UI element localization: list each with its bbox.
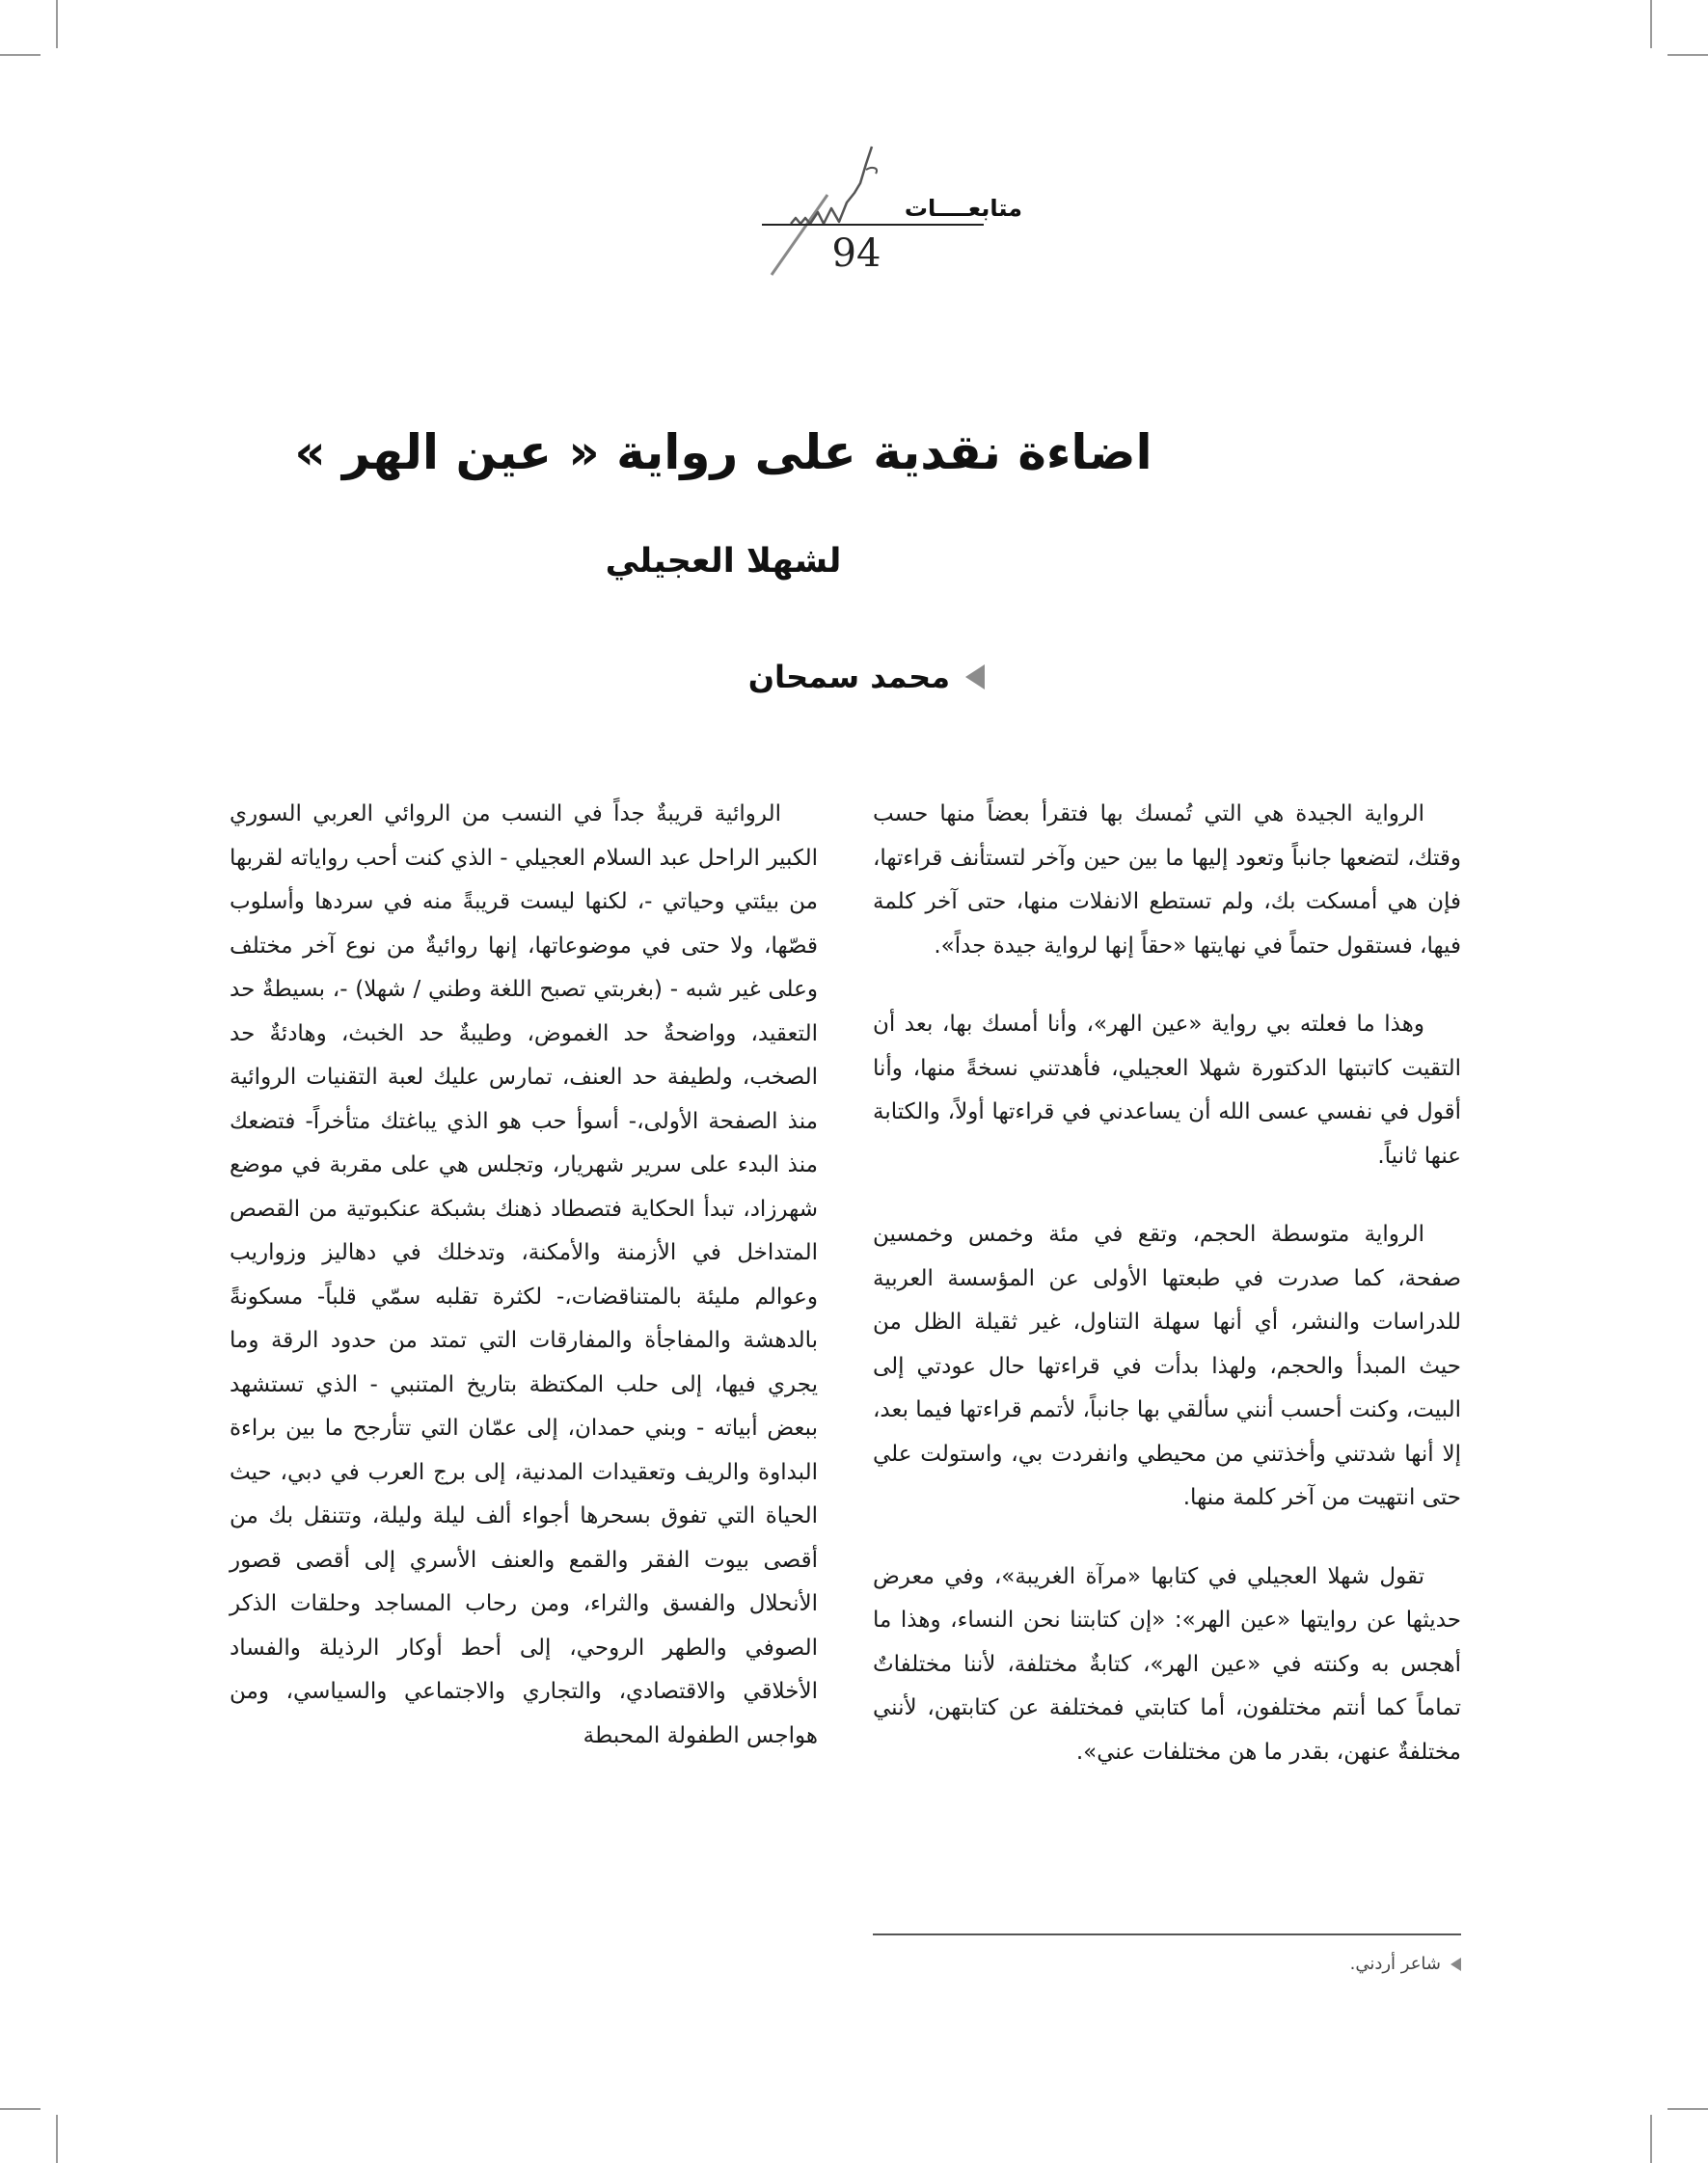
author-arrow-icon — [965, 664, 985, 689]
article-subtitle: لشهلا العجيلي — [605, 542, 842, 581]
page-number: 94 — [831, 231, 881, 276]
crop-mark — [56, 2115, 58, 2163]
footnote-rule — [873, 1933, 1461, 1935]
author-line — [748, 659, 985, 695]
right-column — [873, 793, 1461, 1809]
crop-mark — [1650, 0, 1652, 48]
paragraph: الرواية الجيدة هي التي تُمسك بها فتقرأ بعضاً منها حسب وقتك، لتضعها جانباً وتعود إليها ما بين حين وآخر لتستأنف قراءتها، فإن هي أمسكت بك، ولم تستطع الانفلات منها، حتى آخر كلمة فيها، فستقول حتماً في نهايتها «حقاً إنها لرواية جيدة جداً». — [873, 801, 1461, 959]
author-name: محمد سمحان — [747, 659, 950, 695]
paragraph: الرواية متوسطة الحجم، وتقع في مئة وخمس وخمسين صفحة، كما صدرت في طبعتها الأولى عن المؤسسة العربية للدراسات والنشر، أي أنها سهلة التناول، غير ثقيلة الظل من حيث المبدأ والحجم، ولهذا بدأت في قراءتها حال عودتي إلى البيت، وكنت أحسب أنني سألقي بها جانباً، لأتمم قراءتها فيما بعد، إلا أنها شدتني وأخذتني من محيطي وانفردت بي، واستولت علي حتى انتهيت من آخر كلمة منها. — [873, 1222, 1461, 1510]
footnote-arrow-icon — [1450, 1958, 1461, 1971]
paragraph: تقول شهلا العجيلي في كتابها «مرآة الغريبة»، وفي معرض حديثها عن روايتها «عين الهر»: «إن كتابتنا نحن النساء، وهذا ما أهجس به وكنته في «عين الهر»، كتابةٌ مختلفة، لأننا مختلفاتٌ تماماً كما أنتم مختلفون، أما كتابتي فمختلفة عن كتابتهن، لأنني مختلفةٌ عنهن، بقدر ما هن مختلفات عني». — [873, 1563, 1461, 1765]
footnote-text: شاعر أردني. — [1349, 1954, 1441, 1974]
left-column — [230, 793, 818, 1758]
article-title: اضاءة نقدية على رواية « عين الهر » — [294, 424, 1152, 480]
crop-mark — [0, 2108, 41, 2110]
paragraph: وهذا ما فعلته بي رواية «عين الهر»، وأنا أمسك بها، بعد أن التقيت كاتبتها الدكتورة شهلا العجيلي، فأهدتني نسخةً منها، وأنا أقول في نفسي عسى الله أن يساعدني في قراءتها أولاً، والكتابة عنها ثانياً. — [873, 1012, 1461, 1169]
crop-mark — [1650, 2115, 1652, 2163]
section-label: متابعــــات — [904, 195, 1022, 222]
paragraph: الروائية قريبةٌ جداً في النسب من الروائي العربي السوري الكبير الراحل عبد السلام العجيلي - الذي كنت أحب رواياته لقربها من بيئتي وحياتي -، لكنها ليست قريبةً منه في سردها وأسلوب قصّها، ولا حتى في موضوعاتها، إنها روائيةٌ من نوع آخر مختلف وعلى غير شبه - (بغربتي تصبح اللغة وطني / شهلا) -، بسيطةٌ حد التعقيد، وواضحةٌ حد الغموض، وطيبةٌ حد الخبث، وهادئةٌ حد الصخب، ولطيفة حد العنف، تمارس عليك لعبة التقنيات الروائية منذ الصفحة الأولى،- أسوأ حب هو الذي يباغتك متأخراً- فتضعك منذ البدء على سرير شهريار، وتجلس هي على مقربة في موضع شهرزاد، تبدأ الحكاية فتصطاد ذهنك بشبكة عنكبوتية من القصص المتداخل في الأزمنة والأمكنة، وتدخلك في دهاليز وزواريب وعوالم مليئة بالمتناقضات،- لكثرة تقلبه سمّي قلباً- مسكونةً بالدهشة والمفاجأة والمفارقات التي تمتد من حدود الرقة وما يجري فيها، إلى حلب المكتظة بتاريخ المتنبي - الذي تستشهد ببعض أبياته - وبني حمدان، إلى عمّان التي تتأرجح ما بين براءة البداوة والريف وتعقيدات المدنية، إلى برج العرب في دبي، حيث الحياة التي تفوق بسحرها أجواء ألف ليلة وليلة، وتتنقل بك من أقصى بيوت الفقر والقمع والعنف الأسري إلى أقصى قصور الأنحلال والفسق والثراء، ومن رحاب المساجد وحلقات الذكر الصوفي والطهر الروحي، إلى أحط أوكار الرذيلة والفساد الأخلاقي والاقتصادي، والتجاري والاجتماعي والسياسي، ومن هواجس الطفولة المحبطة — [230, 801, 818, 1748]
crop-mark — [1667, 2108, 1708, 2110]
header-rule — [762, 224, 984, 226]
crop-mark — [0, 54, 41, 56]
crop-mark — [56, 0, 58, 48]
crop-mark — [1667, 54, 1708, 56]
running-header — [675, 135, 1022, 309]
footnote — [1350, 1954, 1461, 1974]
